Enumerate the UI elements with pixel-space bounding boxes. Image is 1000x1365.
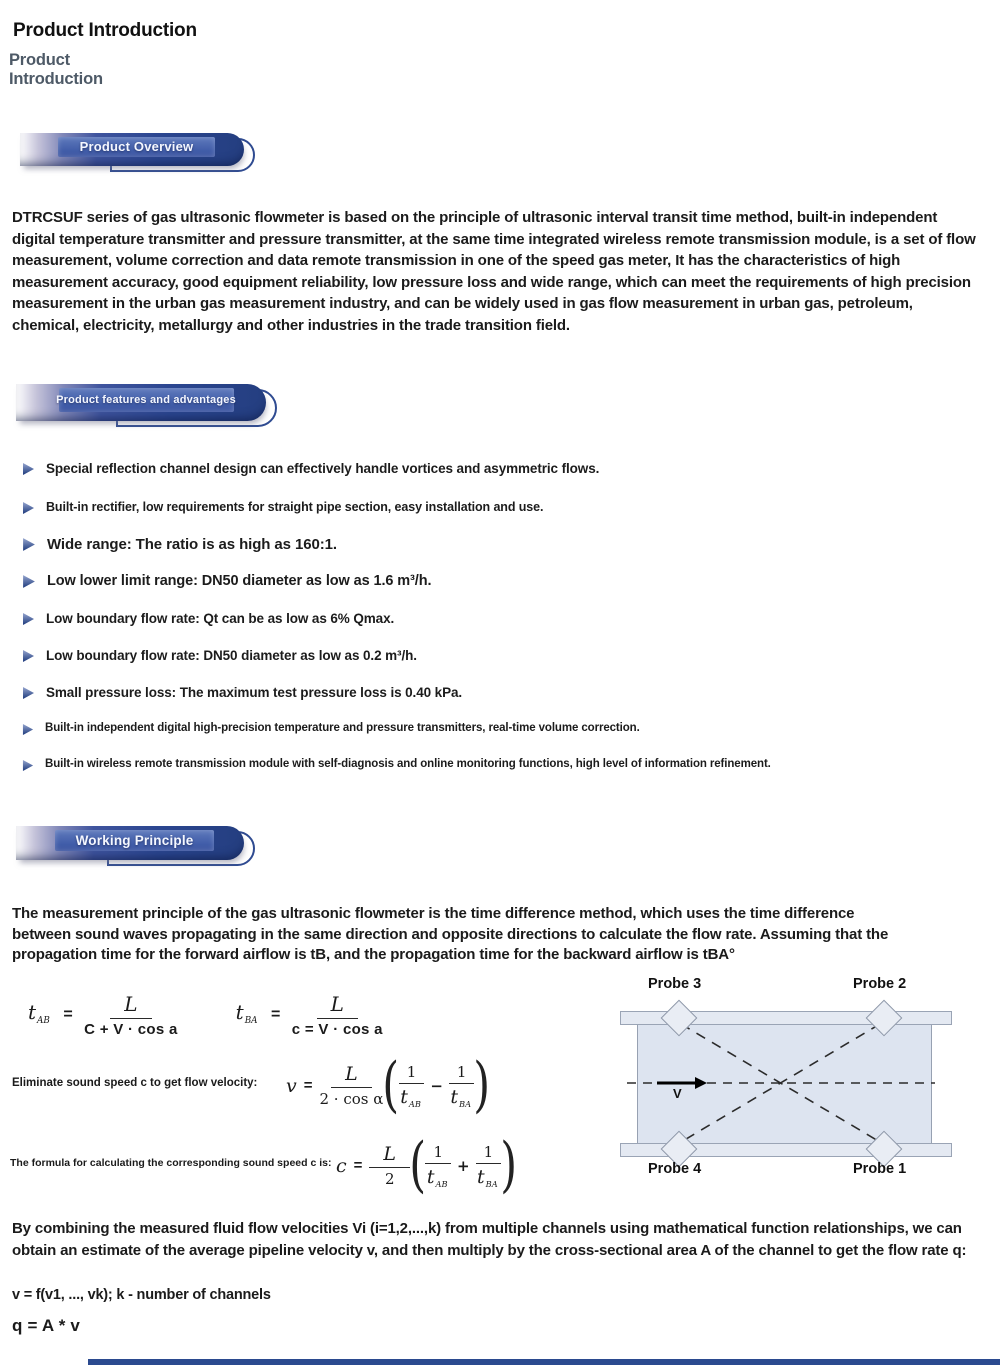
fraction-numerator: 1: [449, 1063, 475, 1084]
sound-speed-label: The formula for calculating the corresponding sound speed c is:: [10, 1157, 332, 1169]
math-variable: v: [286, 1074, 297, 1097]
probe-2-label: Probe 2: [853, 976, 907, 992]
feature-item: [22, 685, 462, 700]
math-subscript: BA: [459, 1098, 472, 1109]
math-subscript: AB: [37, 1016, 50, 1027]
feature-item-text: Wide range: The ratio is as high as 160:1.: [47, 536, 337, 553]
math-subscript: BA: [244, 1016, 258, 1027]
feature-item: [22, 536, 337, 553]
page-title: Product Introduction: [13, 20, 197, 41]
feature-item-text: Built-in wireless remote transmission module with self-diagnosis and online monitoring functions, high level of information refinement.: [45, 758, 771, 770]
probe-4-label: Probe 4: [648, 1161, 702, 1177]
banner-label-working-principle: Working Principle: [75, 832, 194, 848]
principle-paragraph: The measurement principle of the gas ultrasonic flowmeter is the time difference method, which uses the time difference between sound waves propagating in the same direction and opposite directions to calculate the flow rate. Assuming that the propagation time for the forward airflow is tB, and the propagation time for the backward airflow is tBA°: [12, 905, 889, 963]
flow-path-diagram: [615, 972, 1000, 1182]
formula-tba: [236, 992, 383, 1038]
sound-speed-formula: [336, 1130, 518, 1200]
page-subtitle-line2: Introduction: [9, 70, 103, 88]
arrow-bullet-icon: [22, 537, 36, 552]
arrow-bullet-icon: [22, 649, 35, 663]
feature-item-text: Built-in rectifier, low requirements for straight pipe section, easy installation and use.: [46, 500, 544, 514]
banner-pill: [20, 133, 244, 166]
eliminate-speed-label: Eliminate sound speed c to get flow velocity:: [12, 1077, 258, 1089]
section-banner-features: [16, 384, 266, 421]
math-subscript: BA: [485, 1178, 498, 1189]
velocity-label: V: [673, 1086, 682, 1101]
math-variable: t: [426, 1166, 435, 1188]
math-variable: c: [336, 1154, 347, 1177]
velocity-function-formula: v = f(v1, ..., vk); k - number of channels: [12, 1287, 271, 1303]
fraction-numerator: 1: [425, 1143, 451, 1164]
feature-item: [22, 758, 771, 772]
operator-sign: +: [457, 1156, 470, 1175]
arrow-bullet-icon: [22, 501, 35, 515]
feature-item: [22, 500, 543, 515]
feature-item: [22, 611, 394, 626]
math-variable: t: [450, 1086, 458, 1108]
left-paren: (: [409, 1130, 427, 1200]
fraction-denominator: c = V · cos a: [291, 1021, 383, 1038]
fraction-numerator: L: [317, 992, 358, 1019]
fraction-numerator: L: [331, 1063, 372, 1088]
overview-paragraph: DTRCSUF series of gas ultrasonic flowmeter is based on the principle of ultrasonic interval transit time method, built-in independent digital temperature transmitter and pressure transmitter, at the same time integrated wireless remote transmission module, is a set of flow measurement, volume correction and data remote transmission in one of the speed gas meter, It has the characteristics of high measurement accuracy, good equipment reliability, low pressure loss and wide range, which can meet the requirements of high precision measurement in the urban gas measurement industry, and can be widely used in gas flow measurement in urban gas, petroleum, chemical, electricity, metallurgy and other industries in the trade transition field.: [12, 209, 976, 334]
flow-velocity-formula: [286, 1050, 491, 1120]
arrow-bullet-icon: [22, 723, 34, 736]
operator-sign: −: [430, 1076, 443, 1095]
equals-sign: =: [353, 1157, 363, 1174]
transit-time-formulas: [28, 992, 383, 1038]
math-variable: t: [235, 1000, 244, 1025]
fraction: [369, 1143, 410, 1188]
math-variable: t: [477, 1166, 485, 1188]
fraction: [449, 1063, 475, 1108]
arrow-bullet-icon: [22, 462, 35, 476]
feature-item-text: Low boundary flow rate: Qt can be as low as 6% Qmax.: [46, 611, 395, 626]
feature-item: [22, 461, 599, 476]
arrow-bullet-icon: [22, 612, 35, 626]
page-subtitle: [9, 51, 103, 89]
math-variable: t: [400, 1086, 408, 1108]
right-paren: ): [473, 1050, 491, 1120]
fraction: [320, 1063, 384, 1108]
fraction: [399, 1063, 425, 1108]
math-subscript: AB: [435, 1178, 448, 1189]
banner-pill: [16, 826, 244, 860]
fraction: [292, 992, 383, 1038]
fraction-denominator: 2: [384, 1170, 395, 1188]
math-variable: t: [28, 1000, 37, 1025]
fraction-denominator: C + V · cos a: [84, 1021, 178, 1038]
feature-item-text: Small pressure loss: The maximum test pressure loss is 0.40 kPa.: [46, 685, 463, 700]
equals-sign: =: [303, 1077, 313, 1094]
fraction: [84, 992, 178, 1038]
fraction-denominator: 2 · cos α: [319, 1090, 384, 1108]
feature-item-text: Low lower limit range: DN50 diameter as low as 1.6 m³/h.: [47, 573, 432, 589]
bottom-accent-bar: [88, 1359, 1000, 1365]
right-paren: ): [500, 1130, 518, 1200]
fraction-numerator: 1: [476, 1143, 502, 1164]
probe-1-label: Probe 1: [853, 1161, 907, 1177]
flow-rate-formula: q = A * v: [12, 1316, 81, 1335]
feature-item-text: Special reflection channel design can effectively handle vortices and asymmetric flows.: [46, 461, 600, 476]
left-paren: (: [382, 1050, 400, 1120]
page-subtitle-line1: Product: [9, 51, 70, 69]
section-banner-overview: [20, 133, 244, 166]
fraction-numerator: L: [369, 1143, 410, 1168]
fraction: [425, 1143, 451, 1188]
formula-tab: [28, 992, 178, 1038]
feature-item: [22, 648, 417, 663]
feature-item-text: Low boundary flow rate: DN50 diameter as low as 0.2 m³/h.: [46, 648, 417, 663]
arrow-bullet-icon: [22, 574, 36, 589]
equals-sign: =: [270, 1006, 281, 1024]
flow-arrow-icon: [695, 1077, 707, 1089]
feature-item: [22, 722, 640, 736]
fraction: [476, 1143, 502, 1188]
arrow-bullet-icon: [22, 686, 35, 700]
fraction-numerator: L: [110, 992, 151, 1019]
fraction-numerator: 1: [399, 1063, 425, 1084]
banner-label-features: Product features and advantages: [56, 393, 236, 406]
equals-sign: =: [63, 1006, 73, 1024]
feature-item: [22, 573, 431, 589]
math-subscript: AB: [408, 1098, 421, 1109]
arrow-bullet-icon: [22, 759, 34, 772]
section-banner-working-principle: [16, 826, 244, 860]
probe-3-label: Probe 3: [648, 976, 702, 992]
banner-label-overview: Product Overview: [79, 139, 194, 154]
summary-paragraph: By combining the measured fluid flow velocities Vi (i=1,2,...,k) from multiple channels using mathematical function relationships, we can obtain an estimate of the average pipeline velocity v, and then multiply by the cross-sectional area A of the channel to get the flow rate q:: [12, 1220, 967, 1259]
feature-item-text: Built-in independent digital high-precision temperature and pressure transmitters, real-time volume correction.: [45, 722, 640, 734]
banner-pill: [16, 384, 266, 421]
